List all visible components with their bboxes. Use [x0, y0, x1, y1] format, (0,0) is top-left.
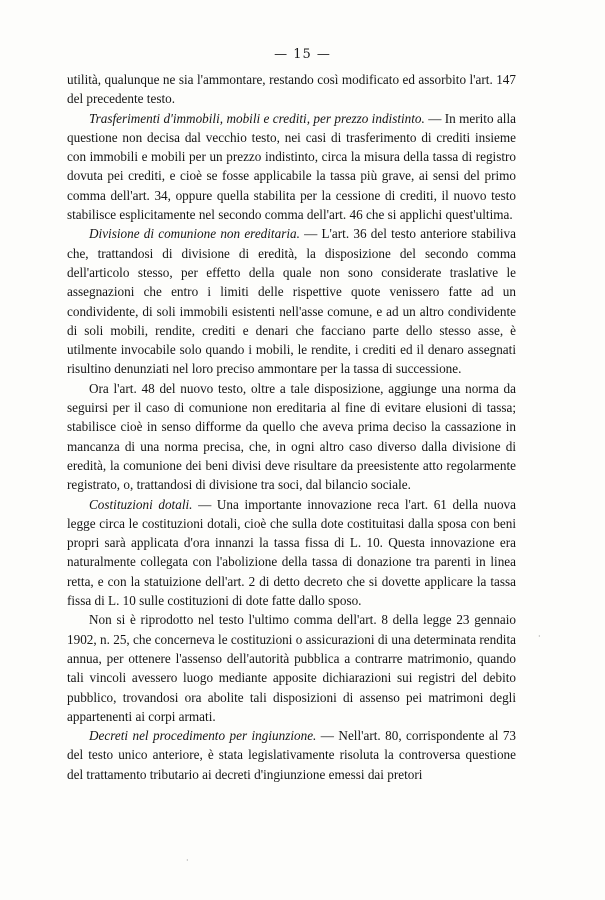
paragraph-text: Ora l'art. 48 del nuovo testo, oltre a tale disposizione, aggiunge una norma da seguirsi per il caso di comunione non ereditaria al fine di evitare elusioni di tassa; stabilisce cioè in senso difforme da quello che aveva prima deciso la cassazione in mancanza di una norma precisa, che, in ogni altro caso diverso dalla divisione di eredità, la comunione dei beni divisi deve risultare da preesistente atto regolarmente registrato, o, trattandosi di divisione tra soci, dal bilancio sociale.: [67, 380, 516, 493]
section-title: Costituzioni dotali.: [89, 496, 193, 512]
page-number: — 15 —: [274, 47, 331, 62]
section-title: Divisione di comunione non ereditaria.: [89, 226, 300, 242]
margin-speck: ·: [538, 632, 541, 641]
body-text: [67, 70, 516, 784]
paragraph-text: — In merito alla questione non decisa dal vecchio testo, nei casi di trasferimento di crediti insieme con immobili e mobili per un prezzo indistinto, circa la misura della tassa di registro dovuta pei crediti, e cioè se fosse applicabile la tassa più grave, ai sensi del primo comma dell'art. 34, oppure quella stabilita per la cessione di crediti, il nuovo testo stabilisce esplicitamente nel secondo comma dell'art. 46 che si applichi quest'ultima.: [67, 110, 516, 223]
section-title: Trasferimenti d'immobili, mobili e crediti, per prezzo indistinto.: [89, 110, 425, 126]
paragraph-costituzioni: [67, 495, 516, 611]
margin-speck: ·: [186, 856, 189, 865]
paragraph-decreti: [67, 726, 516, 784]
paragraph-divisione: [67, 224, 516, 378]
paragraph-text: — Una importante innovazione reca l'art. 61 della nuova legge circa le costituzioni dotali, cioè che sulla dote costituitasi dalla sposa con beni propri sarà applicata d'ora innanzi la tassa fissa di L. 10. Questa innovazione era naturalmente collegata con l'abolizione della tassa di donazione tra parenti in linea retta, e con la statuizione dell'art. 2 di detto decreto che si dovette applicare la tassa fissa di L. 10 sulle costituzioni di dote fatte dallo sposo.: [67, 496, 516, 609]
section-title: Decreti nel procedimento per ingiunzione.: [89, 728, 317, 744]
paragraph-art48: [67, 379, 516, 495]
paragraph-continuation: [67, 70, 516, 109]
paragraph-text: — L'art. 36 del testo anteriore stabiliva che, trattandosi di divisione di eredità, la disposizione del secondo comma dell'articolo stesso, per effetto della quale non sono considerate traslative le assegnazioni che entro i limiti delle rispettive quote venissero fatte ad un condividente, di soli immobili esistenti nell'asse comune, e ad un altro condividente di soli mobili, rendite, crediti e denari che facciano parte dello stesso asse, è utilmente invocabile solo quando i mobili, le rendite, i crediti ed il denaro assegnati risultino denunziati nel loro preciso ammontare per la tassa di successione.: [67, 226, 516, 377]
paragraph-text: — Nell'art. 80, corrispondente al 73 del testo unico anteriore, è stata legislativamente risoluta la controversa questione del trattamento tributario ai decreti d'ingiunzione emessi dai pretori: [67, 728, 517, 782]
paragraph-text: utilità, qualunque ne sia l'ammontare, restando così modificato ed assorbito l'art. 147 del precedente testo.: [67, 72, 516, 107]
paragraph-text: Non si è riprodotto nel testo l'ultimo comma dell'art. 8 della legge 23 gennaio 1902, n. 25, che concerneva le costituzioni o assicurazioni di una determinata rendita annua, per ottenere l'assenso dell'autorità pubblica a contrarre matrimonio, quando tali vincoli avessero luogo mediante apposite dichiarazioni sui registri del debito pubblico, trovandosi ora abolite tali disposizioni di assenso pei matrimoni degli appartenenti ai corpi armati.: [67, 612, 516, 724]
paragraph-trasferimenti: [67, 109, 516, 225]
paragraph-riprodotto: [67, 610, 516, 726]
